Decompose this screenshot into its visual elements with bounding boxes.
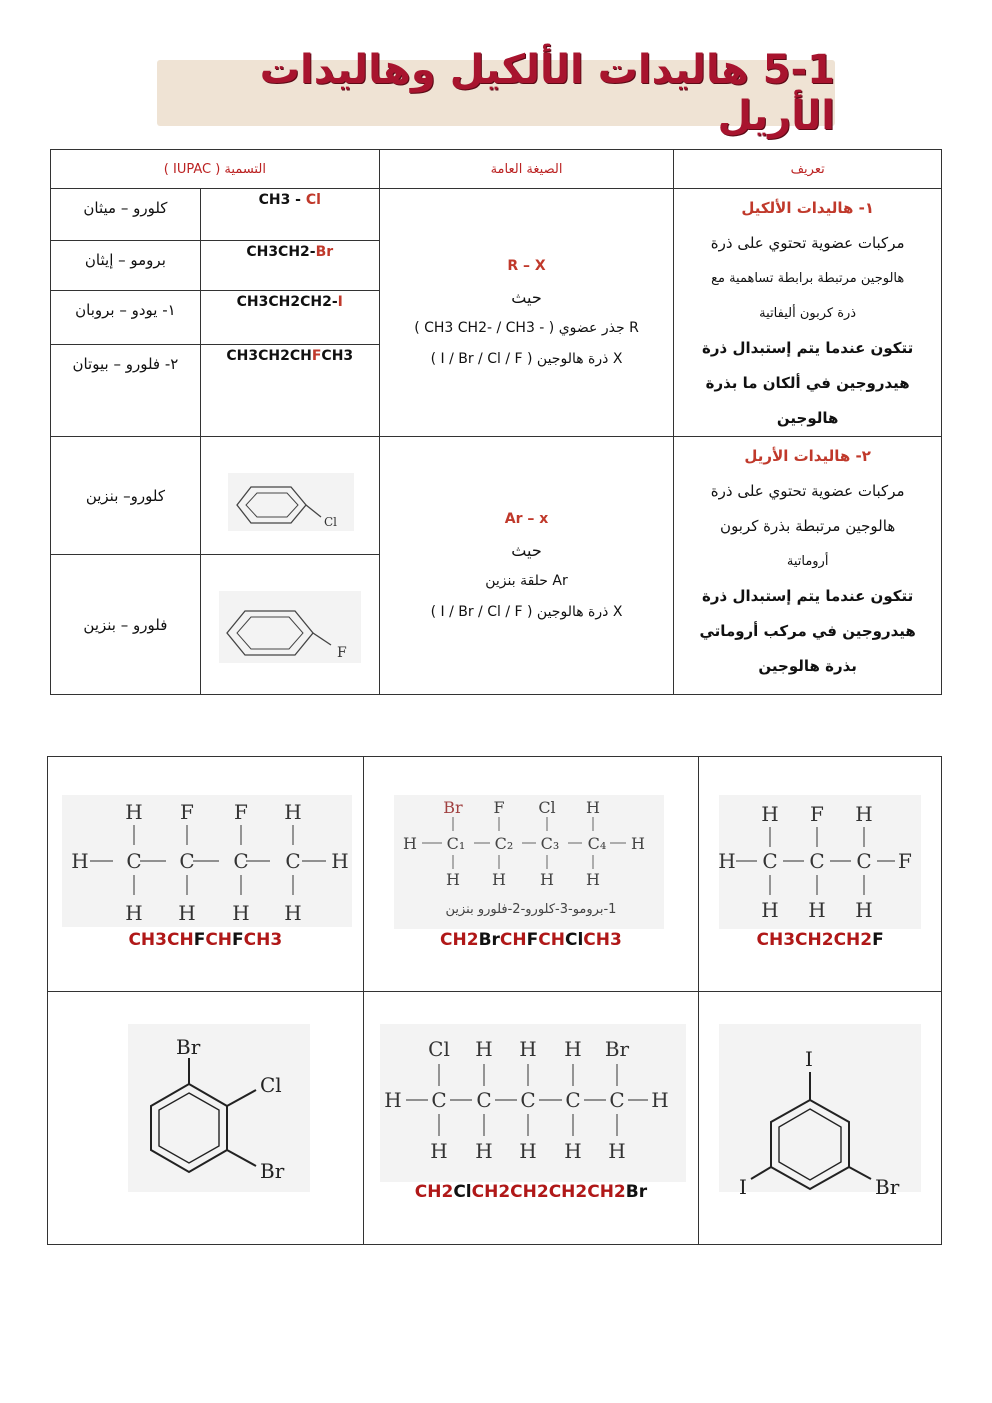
atom-label: H [585,798,600,817]
atom-label: Cl [427,1037,450,1061]
atom-label: I [805,1047,814,1071]
atom-label: H [383,1088,402,1112]
header-general-formula: الصيغة العامة [379,150,674,189]
atom-label: Br [875,1175,900,1199]
structure-cell [363,992,699,1245]
atom-label: H [445,870,460,889]
atom-label: C₃ [540,834,559,853]
halogen-part: F [872,930,884,950]
ar-definition: Ar حلقة بنزين [485,572,568,589]
atom-label: C [809,849,825,873]
atom-label: Br [604,1037,629,1061]
table-row [48,992,942,1245]
atom-label: H [125,800,143,824]
atom-label: C [179,849,195,873]
atom-label: H [607,1139,626,1163]
substituent-label: F [336,645,347,661]
condensed-formula [699,930,941,950]
page-title [157,47,835,139]
atom-label: I [739,1175,748,1199]
atom-label: C [233,849,249,873]
where-label: حيث [511,540,542,560]
atom-label: C [285,849,301,873]
definition-line: هالوجين مرتبطة بذرة كربون [720,517,896,535]
iupac-name: فلورو – بنزين [51,555,201,695]
chlorobenzene-structure [200,437,379,555]
atom-label: H [518,1139,537,1163]
atom-label: Br [176,1035,201,1059]
structure-d [48,992,364,1244]
structure-cell [48,992,364,1245]
atom-label: H [761,898,779,922]
atom-label: H [563,1037,582,1061]
atom-label: H [539,870,554,889]
definition-line: مركبات عضوية تحتوي على ذرة [710,482,905,500]
definition-line: هالوجين مرتبطة برابطة تساهمية مع [711,271,905,286]
atom-label: H [284,901,302,925]
atom-label: F [810,802,825,826]
atom-label: H [761,802,779,826]
general-formula-arx: Ar – x [504,510,549,527]
structure-cell [699,992,942,1245]
atom-label: H [563,1139,582,1163]
definition-line: تتكون عندما يتم إستبدال ذرة [702,587,914,605]
formula-part: CH2ClCH2CH2CH2CH2 [414,1182,626,1202]
halides-table [50,149,942,695]
halogen-part: Cl [305,192,321,208]
atom-label: F [493,798,505,817]
header-iupac: التسمية ( IUPAC ) [51,150,380,189]
definition-line: هالوجين [776,409,839,427]
fluorobenzene-structure [200,555,379,695]
definition-line: مركبات عضوية تحتوي على ذرة [710,234,905,252]
structure-f [699,992,942,1244]
alkyl-definition [674,189,942,437]
structure-caption: 1-برومو-3-كلورو-2-فلورو بنزين [445,902,617,917]
atom-label: C [564,1088,581,1112]
atom-label: C₄ [587,834,606,853]
atom-label: H [585,870,600,889]
atom-label: F [180,800,194,824]
atom-label: C [475,1088,492,1112]
table-row [51,189,942,241]
atom-label: H [630,834,645,853]
aryl-heading: ٢- هاليدات الأريل [744,447,871,465]
formula-part: CH3 - [258,192,306,208]
condensed-formula [200,291,379,345]
table-row [48,757,942,992]
iupac-name: ١- يودو – بروبان [51,291,201,345]
structure-cell [699,757,942,992]
atom-label: H [808,898,826,922]
atom-label: H [331,849,349,873]
structure-b [364,757,700,991]
structure-c [699,757,942,991]
halogen-part: I [337,294,343,310]
atom-label: C [608,1088,625,1112]
aryl-general-formula [379,437,674,695]
atom-label: H [855,898,873,922]
atom-label: H [718,849,736,873]
atom-label: C [519,1088,536,1112]
atom-label: H [429,1139,448,1163]
structures-table [47,756,942,1245]
atom-label: H [650,1088,669,1112]
halogen-part: Br [315,244,334,260]
table-header-row [51,150,942,189]
formula-part: CH3 [321,348,354,364]
iupac-name: ٢- فلورو – بيوتان [51,345,201,437]
iupac-name: كلورو– بنزين [51,437,201,555]
table-row [51,437,942,555]
definition-line: هيدروجين في مركب أروماتي [699,622,916,640]
page-title-text: 5-1 هاليدات الألكيل وهاليدات الأريل [259,47,835,139]
chlorobenzene-image [201,437,379,553]
x-definition: X ذرة هالوجين ( I / Br / Cl / F ) [430,603,623,620]
structure-cell [48,757,364,992]
atom-label: H [518,1037,537,1061]
alkyl-general-formula [379,189,674,437]
structure-e [364,992,700,1244]
where-label: حيث [511,287,542,307]
atom-label: Br [442,798,463,817]
atom-label: F [898,849,913,873]
formula-part: CH3CH2- [246,244,316,260]
condensed-formula: CH2BrCHFCHClCH3 [440,930,622,950]
atom-label: C [762,849,778,873]
atom-label: H [491,870,506,889]
substituent-label: Cl [323,515,337,529]
halogen-part: F [311,348,322,364]
atom-label: H [474,1139,493,1163]
aryl-definition [674,437,942,695]
structure-a [48,757,364,991]
definition-line: أروماتية [786,554,829,569]
atom-label: Br [260,1159,285,1183]
definition-line: تتكون عندما يتم إستبدال ذرة [702,339,914,357]
iupac-name: برومو – إيثان [51,241,201,291]
atom-label: H [284,800,302,824]
condensed-formula [200,189,379,241]
atom-label: F [234,800,248,824]
header-definition: تعريف [674,150,942,189]
formula-part: CH3CH2CH2 [756,930,873,950]
condensed-formula [200,241,379,291]
general-formula-rx: R – X [507,257,546,274]
formula-part: CH3CH2CH2- [236,294,338,310]
atom-label: H [232,901,250,925]
definition-line: هيدروجين في ألكان ما بذرة [705,374,910,392]
atom-label: C [856,849,872,873]
r-definition: R جذر عضوي ( - CH3 CH2- / CH3 ) [414,319,639,336]
atom-label: C₂ [494,834,513,853]
atom-label: H [178,901,196,925]
atom-label: H [402,834,417,853]
atom-label: H [855,802,873,826]
atom-label: H [71,849,89,873]
atom-label: H [125,901,143,925]
condensed-formula [200,345,379,437]
condensed-formula: CH3CHFCHFCH3 [128,930,283,950]
atom-label: C₁ [446,834,465,853]
atom-label: H [474,1037,493,1061]
iupac-name: كلورو – ميثان [51,189,201,241]
fluorobenzene-image [201,555,379,693]
definition-line: ذرة كربون أليفاتية [759,306,857,321]
atom-label: Cl [260,1073,282,1097]
atom-label: Cl [537,798,556,817]
atom-label: C [126,849,142,873]
condensed-formula [364,1182,699,1202]
structure-cell [363,757,699,992]
alkyl-heading: ١- هاليدات الألكيل [741,199,874,217]
definition-line: بذرة هالوجين [758,657,857,675]
atom-label: C [430,1088,447,1112]
formula-part: CH3CH2CH [226,348,312,364]
x-definition: X ذرة هالوجين ( I / Br / Cl / F ) [430,350,623,367]
halogen-part: Br [625,1182,648,1202]
